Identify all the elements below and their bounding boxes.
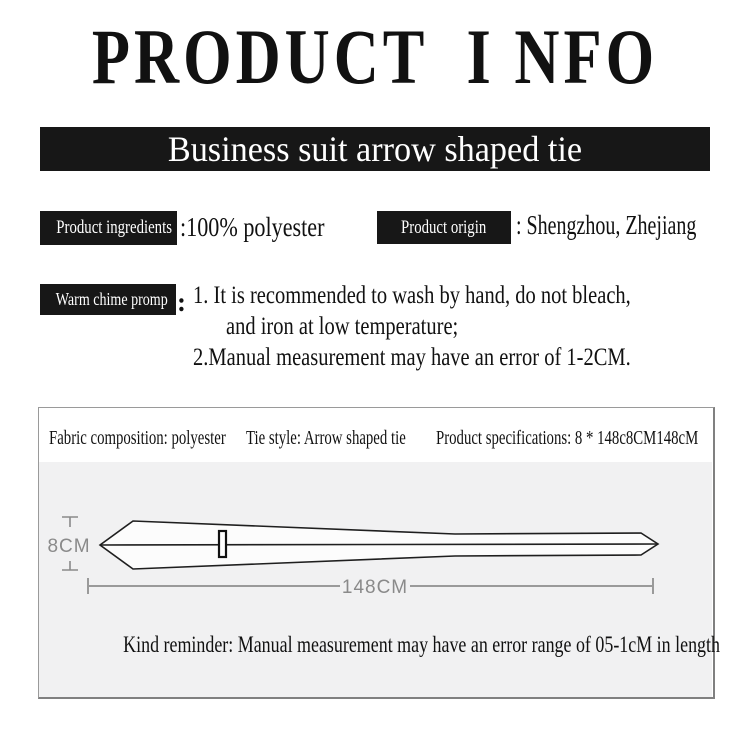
page-title: PRODUCT I NFO bbox=[91, 13, 659, 100]
width-dimension-label: 8CM bbox=[47, 536, 91, 557]
fabric-composition-text: Fabric composition: polyester bbox=[49, 427, 226, 449]
ingredients-label: Product ingredients bbox=[56, 217, 172, 238]
product-name: Business suit arrow shaped tie bbox=[167, 129, 583, 169]
origin-label-chip bbox=[377, 211, 511, 244]
warm-prompt-line-2-text: and iron at low temperature; bbox=[226, 313, 459, 340]
product-specifications-text: Product specifications: 8 * 148c8CM148cM bbox=[436, 427, 699, 449]
warm-prompt-label: Warm chime promp bbox=[55, 289, 168, 309]
ingredients-label-chip bbox=[40, 211, 177, 245]
length-dimension-label: 148CM bbox=[341, 577, 409, 598]
warm-prompt-line-1-text: 1. It is recommended to wash by hand, do not bleach, bbox=[193, 282, 631, 309]
tie-style-text: Tie style: Arrow shaped tie bbox=[246, 427, 406, 449]
warm-prompt-line-3-text: 2.Manual measurement may have an error of 1-2CM. bbox=[193, 344, 631, 371]
origin-label: Product origin bbox=[401, 217, 487, 238]
tie-keeper-bar bbox=[219, 531, 226, 557]
specification-box bbox=[38, 407, 720, 699]
origin-value-text: : Shengzhou, Zhejiang bbox=[516, 210, 697, 240]
product-name-banner bbox=[40, 127, 710, 171]
origin-value bbox=[516, 209, 750, 241]
kind-reminder bbox=[39, 632, 720, 658]
ingredients-value-text: :100% polyester bbox=[180, 212, 325, 242]
warm-prompt-colon: : bbox=[177, 287, 186, 317]
ingredients-value bbox=[180, 211, 356, 243]
warm-prompt-line-3 bbox=[193, 342, 727, 373]
warm-prompt-line-2 bbox=[226, 311, 509, 342]
tie-center-seam bbox=[100, 544, 658, 545]
warm-prompt-line-1 bbox=[193, 280, 727, 311]
warm-prompt-label-chip bbox=[40, 284, 176, 315]
kind-reminder-text: Kind reminder: Manual measurement may have an error range of 05-1cM in length bbox=[123, 632, 720, 657]
